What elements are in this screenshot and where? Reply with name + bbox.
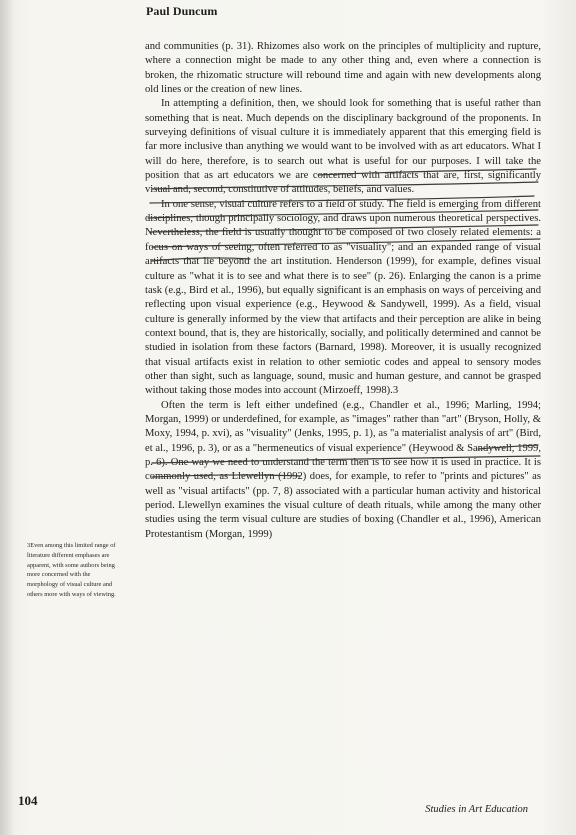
paragraph-1: and communities (p. 31). Rhizomes also work on the principles of multiplicity and rupture, where a connection might be made to any other thing and, even where a connection is broken, the rhizomatic structure will rebound time and again with new developments along old lines or the creation of new lines. [145, 41, 541, 96]
paragraph-3: In one sense, visual culture refers to a field of study. The field is emerging from different disciplines, though principally sociology, and draws upon numerous theoretical perspectives. Nevertheless, the field is usually thought to be composed of two closely related elements: a focus on ways of seeing, often referred to as "visuality"; and an expanded range of visual artifacts that lie beyond the art institution. Henderson (1999), for example, defines visual culture as "what it is to see and what there is to see" (p. 26). Enlarging the canon is a prime task (e.g., Bird et al., 1996), but equally significant is an emphasis on ways of perceiving and reflecting upon visual experience (e.g., Heywood & Sandywell, 1999). As a field, visual culture is generally informed by the view that artifacts and their perception are alike in being context bound, that is, they are historically, socially, and politically determined and cannot be studied in isolation from these factors (Barnard, 1998). Moreover, it is usually recognized that visual artifacts exist in relation to other semiotic codes and appeal to sensory modes other than sight, such as language, sound, music and human gesture, and cannot be grasped without taking those modes into account (Mirzoeff, 1998).3 [145, 198, 541, 397]
paragraph-4: Often the term is left either undefined (e.g., Chandler et al., 1996; Marling, 1994; Morgan, 1999) or underdefined, for example, as "images" rather than "art" (Bryson, Holly, & Moxy, 1994, p. xvi), as "visuality" (Jenks, 1995, p. 1), as "a materialist analysis of art" (Bird, et al., 1996, p. 3), or as a "hermeneutics of visual experience" (Heywood & Sandywell, 1999, p. 6). One way we need to understand the term then is to see how it is used in practice. It is commonly used, as Llewellyn (1992) does, for example, to refer to "prints and pictures" as well as "visual artifacts" (pp. 7, 8) associated with a particular human activity and historical period. Llewellyn examines the visual culture of death rituals, while among the many other studies using the term visual culture are studies of boxing (Chandler et al., 1996), American Protestantism (Morgan, 1999) [145, 399, 541, 540]
paragraph-2: In attempting a definition, then, we should look for something that is useful rather than something that is neat. Much depends on the disciplinary background of the proponents. In surveying definitions of visual culture it is immediately apparent that this emerging field is far more inclusive than anything we would want to be involved with as art educators. What I will do here, therefore, is to search out what is useful for our purposes. I will take the position that as art educators we are concerned with artifacts that are, first, significantly visual and, second, constitutive of attitudes, beliefs, and values. [145, 98, 541, 196]
running-head: Paul Duncum [146, 4, 218, 18]
journal-title: Studies in Art Education [425, 804, 528, 815]
main-text-column [145, 40, 541, 542]
page-gutter-shadow [0, 0, 14, 835]
page-number: 104 [18, 793, 38, 808]
margin-footnote: 3Even among this limited range of literature different emphases are apparent, with some authors being more concerned with the morphology of visual culture and others more with ways of viewing. [27, 542, 116, 598]
